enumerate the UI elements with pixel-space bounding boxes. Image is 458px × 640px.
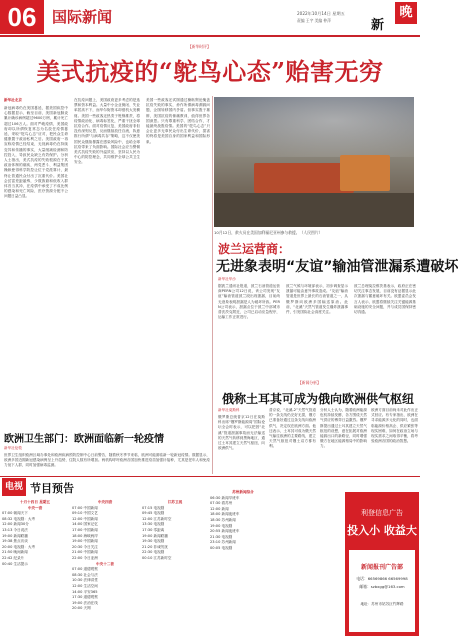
column-divider: [212, 96, 213, 474]
russia-byline: 新华社莫斯科: [218, 408, 240, 412]
tv-listing-item: 20:30 今日关注: [72, 544, 98, 549]
issue-date: 2022年10月14日 星期五: [297, 11, 345, 16]
page-header: [0, 0, 420, 36]
tv-col-1: [2, 500, 68, 567]
ad-line-2: 投入小 收益大: [347, 524, 417, 537]
tv-channel-1: 中央一套: [27, 505, 43, 510]
tv-listing-item: 07:00 中国新闻: [72, 505, 98, 510]
tv-channel-5: 苏州新闻综合: [232, 490, 254, 494]
ad-line-1: 利登信息广告: [361, 509, 403, 517]
tv-listing-item: 21:00 中国新闻: [72, 550, 98, 555]
editor-credits: 责编 王宇 美编 仲萍: [297, 18, 331, 23]
photo-caption: 10月12日，救火员在美国加利福尼亚州参与救援。（人民图片）: [214, 230, 323, 235]
photo-fire-truck: [254, 163, 354, 193]
logo-char-xin: 新: [371, 18, 385, 33]
main-body-col2: 在抗疫问题上，美国政府更多考虑的是选票和资本利益。大量中小企业倒闭、失业率居高不下，而华尔街资本却借机大发横财。美国一些政客还热衷于甩锅推责，将疫情政治化、病毒标签化，严重干扰全球抗疫合作。面对疫情反复，美国政府非但没有深刻反思，反而继续放任自流，执意推行所谓“与病毒共存”策略，这不仅使美国民众继续暴露在感染风险中，也给全球抗疫带来了负面影响。国际社会应当警惕美式抗疫失败的外溢效应，坚持以人民为中心的防控理念，共同维护全球公共卫生安全。: [74, 98, 140, 165]
tv-listing-item: 19:00 法治在线: [72, 600, 98, 605]
tv-listing-item: 14:00 平安365: [72, 589, 98, 594]
tv-listing-item: 21:30 电视剧: [210, 534, 233, 539]
ad-info-box: [349, 550, 415, 632]
tv-col-3: [142, 500, 208, 562]
russia-col4: 欧洲方面目前尚未对此作出正式回应。有专家指出，欧洲在寻求能源多元化的同时，也面临能源价格高企、供应紧张等现实困难，如何在政治立场与现实需求之间取得平衡，将考验欧洲各国的政治智慧。: [371, 408, 418, 444]
main-headline: 美式抗疫的“鸵鸟心态”贻害无穷: [36, 57, 384, 86]
tv-listing-item: 13:30 电视剧: [142, 522, 165, 527]
logo-char-wan: 晚: [395, 2, 417, 24]
ad-phone: 电话：66569866 66569998: [356, 576, 408, 581]
tv-channel-2: 中央四套: [97, 500, 113, 504]
russia-col3: 分析人士认为，随着欧洲能源危机持续发酵，各方围绕天然气供应的博弈日益激烈。俄罗斯提出通过土耳其建立天然气枢纽的设想，意在拓展对欧洲能源出口的新路径，同时增强俄方在地区能源格局中的影响力。: [320, 408, 367, 449]
tv-listing-item: 17:00 中国新闻: [72, 527, 98, 532]
tv-listing-item: 19:00 新闻联播: [142, 533, 168, 538]
tv-listing-item: 21:20 非诚勿扰: [142, 544, 168, 549]
poland-col2: 波兰气候与环境部表示，初步调查显示泄漏可能由意外事故造成。“友谊”输油管道是世界上最长的石油管道之一，从俄罗斯向欧洲多国输送原油。此前，“北溪”天然气管道发生爆炸泄漏事件，引发国际社会高度关注。: [286, 284, 348, 315]
main-body-col3: 美国一些政客还试图通过操纵舆论掩盖抗疫失败的事实，炒作所谓病毒溯源问题，企图转移国内矛盾。但事实胜于雄辩，美国抗疫的惨痛教训，值得世界各国深思。只有尊重科学、团结合作，才能最终战胜疫情。美国的“鸵鸟心态”只会让更多无辜民众付出生命代价，损害的终将是美国自身的国家利益和国际形象。: [146, 98, 210, 144]
poland-headline: 无进象表明“友谊”输油管泄漏系遭破坏: [216, 259, 458, 275]
main-byline: 新华社北京: [4, 98, 22, 102]
tv-listing-item: 00:10 江苏新时空: [142, 555, 172, 560]
europe-body: 世界卫生组织欧洲区域办事处和欧洲疾病预防控制中心日前警告，随着秋冬季节来临，欧洲可能面临新一轮新冠疫情。数据显示，欧洲多国近期新冠感染病例呈上升趋势，住院人数有所增加。两机构呼吁欧洲各国加快推进疫苗加强针接种，尤其是老年人和免疫力低下人群，同时加强病毒监测。: [4, 453, 210, 468]
tv-listing-item: 20:55 新闻夜班车: [210, 529, 240, 534]
tv-listing-item: 12:00 生活空间: [72, 583, 98, 588]
tv-channel-3: 中央十二套: [96, 561, 114, 566]
tv-listing-item: 12:00 新闻: [210, 506, 229, 511]
ad-title: 新闻报刊广告部: [360, 564, 403, 571]
tv-listing-item: 09:10 中国文艺: [72, 511, 98, 516]
tv-date-line: 十月十四日 星期五: [19, 500, 50, 504]
tv-listing-item: 08:32 电视剧：大考: [2, 516, 36, 521]
tv-listing-item: 23:10 苏州新闻: [210, 540, 236, 545]
tv-listing-item: 18:30 苏州新闻: [210, 517, 236, 522]
photo-fire-truck-2: [340, 155, 390, 191]
tv-listing-item: 18:00 海峡两岸: [72, 533, 98, 538]
tv-guide-title: [2, 478, 112, 496]
russia-headline: 俄称土耳其可成为俄向欧洲供气枢纽: [222, 392, 415, 406]
tv-listing-item: 09:45 电视剧: [142, 511, 165, 516]
news-photo: [214, 97, 414, 227]
tv-listing-item: 20:00 电视剧：大考: [2, 544, 36, 549]
europe-byline: 新华社伦敦: [4, 446, 22, 450]
tv-listing-item: 14:00 国家记忆: [72, 522, 98, 527]
tv-listing-item: 00:40 生活提示: [2, 561, 28, 566]
tv-channel-4: 江苏卫视: [167, 500, 183, 504]
tv-col-4: [210, 490, 276, 552]
tv-listing-item: 19:00 新闻联播: [2, 533, 28, 538]
tv-listing-item: 07:00 朝闻天下: [2, 511, 28, 516]
tv-listing-item: 00:05 电视剧: [210, 545, 233, 550]
photo-ground: [214, 193, 414, 227]
tv-listing-item: 18:00 新闻夜班车: [210, 512, 240, 517]
poland-byline: 新华社华沙: [218, 277, 236, 281]
tv-listing-item: 13:13 今日说法: [2, 527, 28, 532]
tv-listing-item: 08:30 社会与法: [72, 572, 98, 577]
russia-tag: 【新闻分析】: [298, 380, 321, 385]
section-title: 国际新闻: [52, 8, 113, 26]
classified-ad: [345, 492, 419, 636]
editorial-tag: 【新华时评】: [188, 44, 211, 49]
tv-listing-item: 12:00 新闻30分: [2, 522, 29, 527]
tv-listing-item: 19:00 电视剧: [210, 523, 233, 528]
tv-listing-item: 22:42 纪录片: [2, 555, 25, 560]
tv-listing-item: 22:00 今日亚洲: [72, 555, 98, 560]
tv-listing-item: 22:30 电视剧: [142, 550, 165, 555]
photo-smoke: [214, 97, 414, 157]
tv-listing-item: 19:38 焦点访谈: [2, 539, 28, 544]
tv-listing-item: 12:00 江苏新时空: [142, 516, 172, 521]
tv-listing-item: 19:00 中国新闻: [72, 539, 98, 544]
tv-listing-item: 06:30 新闻早班车: [210, 495, 240, 500]
tv-listing-item: 20:00 天网: [72, 606, 91, 611]
tv-listing-item: 07:15 电视剧: [142, 505, 165, 510]
tv-listing-item: 17:30 零距离: [142, 527, 165, 532]
tv-listing-item: 07:30 看苏州: [210, 501, 233, 506]
tv-listing-item: 19:30 电视剧: [142, 539, 165, 544]
russia-col1: 俄罗斯总统普京12日在莫斯科出席“俄罗斯能源周”国际论坛全会时表示，可以把因“北溪”管道泄漏事故而无法输送的天然气转移到黑海地区，通过土耳其建立天然气枢纽，向欧洲供气。: [218, 415, 265, 451]
tv-listing-item: 12:00 中国新闻: [72, 516, 98, 521]
bottom-section-rule: [0, 476, 420, 477]
russia-col2: 普京说，“北溪-2”天然气管道的一条支线仍完好无损，俄方已准备好通过这条支线向欧洲供气，决定权在欧洲方面。他还表示，土耳其可成为俄天然气输往欧洲的主要路线，建立天然气枢纽对俄土双方都有利。: [269, 408, 316, 449]
masthead-logo: [371, 2, 419, 34]
tv-listing-item: 07:00 道德观察: [72, 567, 98, 572]
poland-col1: 据波兰通讯社报道，波兰石油管道运营商PERN公司12日说，该公司发现“友谊”输油管道波兰段出现泄漏，目前尚无迹象表明泄漏是人为破坏所致。PERN公司表示，泄漏点位于波兰中部城市普沃茨克附近，公司已启动应急程序，运输工作正常进行。: [218, 284, 280, 320]
tv-col-2: [72, 500, 138, 612]
tv-badge: 电视: [2, 478, 26, 496]
header-rule: [0, 35, 420, 37]
europe-headline: 欧洲卫生部门：欧洲面临新一轮疫情: [4, 434, 164, 445]
poland-col3: 波兰总理莫拉维茨基表示，政府正在密切关注事态发展，目前没有证据显示此次泄漏与蓄意破坏有关。欧盟委员会发言人表示，欧盟将继续关注关键能源基础设施的安全问题，并与成员国保持密切沟通。: [354, 284, 416, 315]
tv-listing-item: 17:30 道德观察: [72, 595, 98, 600]
tv-guide-name: 节目预告: [30, 482, 74, 495]
tv-listing-item: 10:30 法律讲堂: [72, 578, 98, 583]
poland-headline-prefix: 波兰运营商：: [218, 242, 291, 256]
ad-address: 地址：苏州市姑苏区竹辉路: [360, 602, 404, 606]
tv-listing-item: 21:50 晚间新闻: [2, 550, 28, 555]
page-number-badge: 06: [0, 0, 44, 34]
ad-email: 邮箱：szbxgg@163.com: [359, 584, 405, 589]
main-body-col1: 新冠病毒仍在美国蔓延，据美国疾控中心数据显示，截至目前，美国新冠肺炎累计确诊病例超过9600万例，累计死亡超过106万人。面对严峻疫情，美国政府却以所谓恢复常态为名放任疫情蔓延，采取“鸵鸟心态”应对，把民众生命健康置于政治私利之后。美国政府一再宣称疫情已经结束，无视病毒仍在持续变异和传播的事实，大量削减检测和防控投入，导致民众缺乏有效保护。分析人士指出，美式抗疫的失败根源在于其政治体制的痼疾，两党恶斗、利益集团操纵使得科学防控让位于党派算计，最终让普通民众付出了沉重代价。美国社会贫富差距悬殊，少数族裔和低收入群体首当其冲，在疫情中承受了不成比例的感染和死亡风险，医疗资源分配不公问题日益凸显。: [4, 106, 68, 199]
